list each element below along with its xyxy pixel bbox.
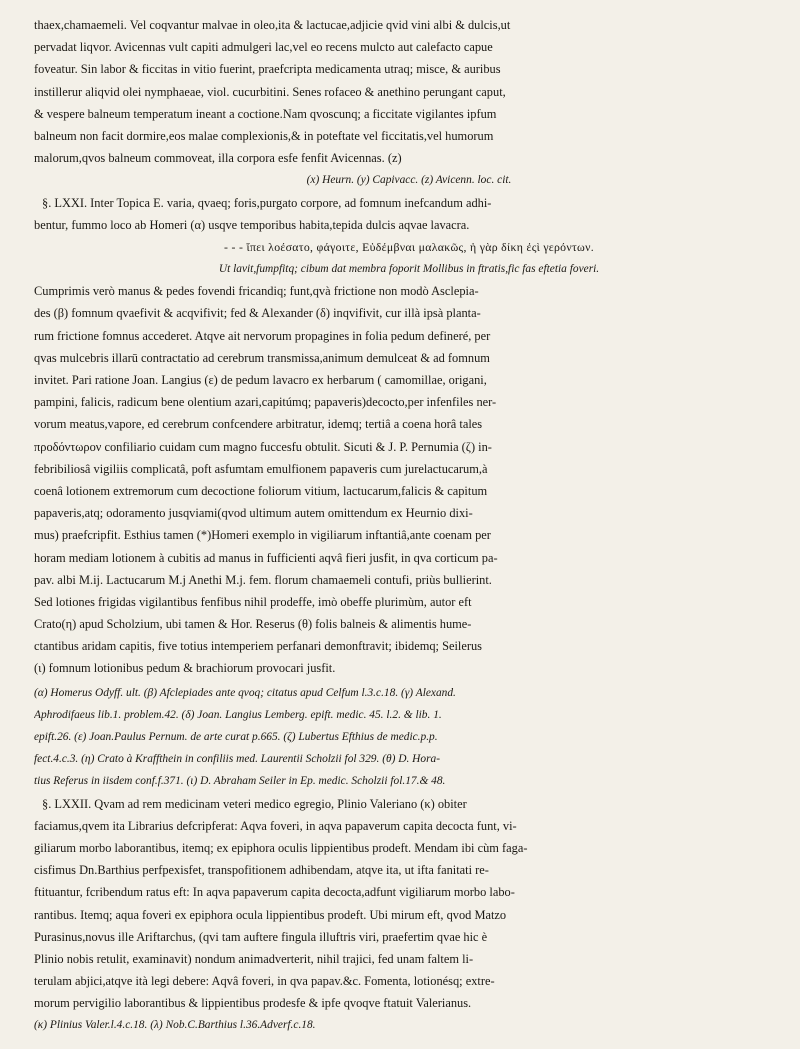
- text-line: (ι) fomnum lotionibus pedum & brachiorum provocari jusfit.: [34, 661, 336, 676]
- section-heading-line: §. LXXII. Qvam ad rem medicinam veteri medico egregio, Plinio Valeriano (κ) obiter: [42, 796, 467, 811]
- section-heading-line: §. LXXI. Inter Topica E. varia, qvaeq; foris,purgato corpore, ad fomnum inefcandum adhi-: [42, 195, 492, 210]
- text-line: invitet. Pari ratione Joan. Langius (ε) de pedum lavacro ex herbarum ( camomillae, origani,: [34, 373, 487, 387]
- text-line: pampini, falicis, radicum bene olentium azari,capitúmq; papaveris)decocto,per infenfiles ner-: [34, 395, 497, 410]
- text-line: febribiliosâ vigiliis complicatâ, poft asfumtam emulfionem papaveris cum jurelactucarum,à: [34, 461, 488, 476]
- text-line: Purasinus,novus ille Ariftarchus, (qvi tam auftere fingula illuftris viri, praefertim qvae hic è: [34, 929, 488, 944]
- footnote-line: fect.4.c.3. (η) Crato à Kraffthein in confiliis med. Laurentii Scholzii fol 329. (θ) D. Hora-: [34, 753, 440, 766]
- text-line: papaveris,atq; odoramento jusqviami(qvod ultimum autem omittendum ex Heurnio dixi-: [34, 506, 473, 521]
- footnote-line: (x) Heurn. (y) Capivacc. (z) Avicenn. loc. cit.: [306, 174, 512, 187]
- text-line: rantibus. Itemq; aqua foveri ex epiphora ocula lippientibus prodeft. Ubi mirum eft, qvod Matzo: [34, 907, 507, 922]
- latin-verse-line: Ut lavit,fumpfitq; cibum dat membra foporit Mollibus in ftratis,fic fas eftetia foveri.: [218, 263, 600, 276]
- footnote-line: (α) Homerus Odyff. ult. (β) Afclepiades ante qvoq; citatus apud Celfum l.3.c.18. (γ) Alexand.: [34, 686, 456, 699]
- text-line: des (β) fomnum qvaefivit & acqvifivit; fed & Alexander (δ) inqvifivit, cur illà ipsà planta-: [34, 306, 481, 321]
- footnote-line: tius Referus in iisdem conf.f.371. (ι) D. Abraham Seiler in Ep. medic. Scholzii fol.17.& 48.: [34, 775, 446, 788]
- text-line: Cumprimis verò manus & pedes fovendi fricandiq; funt,qvà frictione non modò Asclepia-: [34, 284, 479, 299]
- text-line: balneum non facit dormire,eos malae complexionis,& in poteftate vel ficcitatis,vel humorum: [34, 128, 494, 143]
- footnote-line: (κ) Plinius Valer.l.4.c.18. (λ) Nob.C.Barthius l.36.Adverf.c.18.: [34, 1019, 316, 1032]
- text-line: faciamus,qvem ita Librarius defcripferat: Aqva foveri, in aqva papaverum capita decocta funt, vi-: [34, 818, 517, 833]
- text-line: terulam abjici,atqve ità legi debere: Aqvâ foveri, in qva papav.&c. Fomenta, lotionésq; extre-: [34, 974, 495, 989]
- text-line: instillerur aliqvid olei nymphaeae, viol. cucurbitini. Senes rofaceo & anethino perungant caput,: [34, 84, 506, 99]
- text-line: thaex,chamaemeli. Vel coqvantur malvae in oleo,ita & lactucae,adjicie qvid vini albi & dulcis,ut: [34, 18, 511, 32]
- footnote-line: Aphrodifaeus lib.1. problem.42. (δ) Joan. Langius Lemberg. epift. medic. 45. l.2. & lib. 1.: [34, 708, 442, 721]
- text-line: Sed lotiones frigidas vigilantibus fenfibus nihil prodeffe, imò obeffe plurimùm, autor eft: [34, 594, 472, 609]
- text-line: morum pervigilio laborantibus & lippientibus prodesfe & ipfe qvoqve ftatuit Valerianus.: [34, 996, 472, 1011]
- text-line: & vespere balneum temperatum ineant a coctione.Nam qvoscunq; a ficcitate vigilantes ipfum: [34, 106, 497, 121]
- text-line: qvas mulcebris illarū contractatio ad cerebrum transmissa,animum demulceat & ad fomnum: [34, 350, 490, 365]
- text-line: ctantibus aridam capitis, five totius intemperiem perfanari demonftravit; ibidemq; Seilerus: [34, 639, 482, 654]
- text-line: coenâ lotionem extremorum cum decoctione foliorum vitium, lactucarum,falicis & capitum: [34, 483, 488, 498]
- text-line: pervadat liqvor. Avicennas vult capiti admulgeri lac,vel eo recens mulcto aut calefacto capue: [34, 40, 493, 55]
- text-line: προδόντωρον confiliario cuidam cum magno fuccesfu obtulit. Sicuti & J. P. Pernumia (ζ) in-: [34, 439, 492, 454]
- text-line: cisfimus Dn.Barthius perfpexisfet, transpofitionem adhibendam, atqve ita, ut ifta fanitati re-: [34, 863, 489, 878]
- text-line: giliarum morbo laborantibus, itemq; ex epiphora oculis lippientibus prodeft. Mendam ibi cùm faga-: [34, 840, 528, 855]
- text-line: mus) praefcripfit. Esthius tamen (*)Homeri exemplo in vigiliarum inftantiâ,ante coenam per: [34, 528, 491, 543]
- greek-quote-line: - - - ἵπει λοέσατο, φάγοιτε, Εὑδέμβναι μαλακῶς, ἡ γὰρ δίκη ἐςὶ γερόντων.: [224, 239, 594, 254]
- text-line: ftituantur, fcribendum ratus eft: In aqva papaverum capita decocta,adfunt vigiliarum morbo labo-: [34, 885, 515, 900]
- text-line: malorum,qvos balneum commoveat, illa corpora esfe fenfit Avicennas. (z): [34, 151, 402, 166]
- text-line: Plinio nobis retulit, examinavit) nondum animadverterit, nihil trajici, fed unam faltem li-: [34, 951, 474, 966]
- text-line: vorum meatus,vapore, ed cerebrum confcendere arbitratur, idemq; tertiâ a coena horâ tales: [34, 417, 483, 432]
- text-line: Crato(η) apud Scholzium, ubi tamen & Hor. Reserus (θ) folis balneis & alimentis hume-: [34, 617, 472, 632]
- text-line: foveatur. Sin labor & ficcitas in vitio fuerint, praefcripta medicamenta utraq; misce, & auribus: [34, 62, 501, 77]
- text-line: horam mediam lotionem à cubitis ad manus in fufficienti aqvâ fieri jusfit, in qva corticum pa-: [34, 550, 498, 565]
- text-line: rum frictione fomnus accederet. Atqve ait nervorum propagines in folia pedum defineré, per: [34, 328, 491, 343]
- text-line: bentur, fummo loco ab Homeri (α) usqve temporibus habita,tepida dulcis aqvae lavacra.: [34, 217, 470, 232]
- footnote-line: epift.26. (ε) Joan.Paulus Pernum. de arte curat p.665. (ζ) Lubertus Efthius de medic.p.p.: [34, 731, 438, 743]
- text-line: pav. albi M.ij. Lactucarum M.j Anethi M.j. fem. florum chamaemeli contufi, priùs bullierint.: [34, 572, 492, 587]
